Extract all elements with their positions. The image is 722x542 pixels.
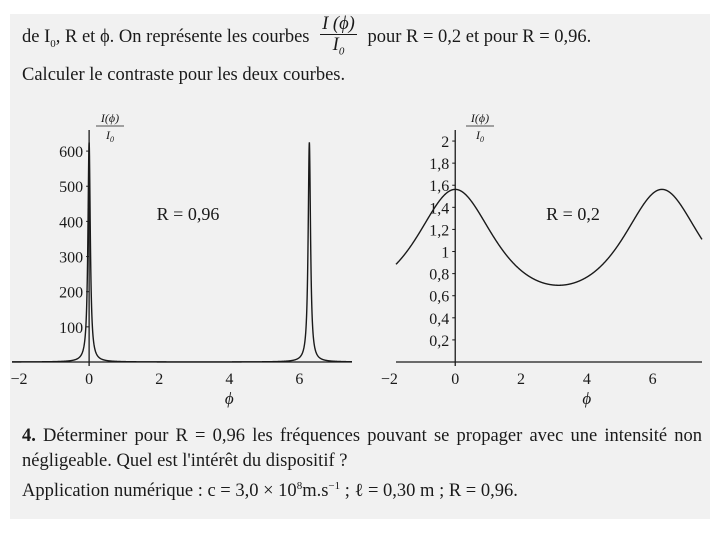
left-y-label-num: I(ϕ) [100,111,120,125]
left-x-tick-label: 2 [155,371,164,388]
right-y-label-num: I(ϕ) [470,111,490,125]
intro-line-2: Calculer le contraste pour les deux courbes. [22,64,346,85]
right-x-tick-label: 6 [648,371,657,388]
right-y-tick-label: 0,2 [429,332,450,350]
left-y-tick-label: 100 [59,319,84,337]
right-y-tick-label: 1,2 [429,222,450,240]
right-x-tick-label: 2 [517,371,526,388]
left-x-axis-label: ϕ [224,389,234,408]
left-y-tick-label: 600 [59,144,84,162]
right-y-tick-label: 0,6 [429,288,450,306]
left-y-tick-label: 400 [59,214,84,232]
left-y-label-den: $I_0$ [106,128,114,144]
right-y-tick-label: 1 [441,244,450,262]
right-y-tick-label: 1,6 [429,178,450,196]
chart-r02 [370,100,715,420]
left-x-tick-label: 0 [85,371,94,388]
question-4 [22,424,702,504]
right-y-label-den: $I_0$ [476,128,484,144]
intro-line-1: de $I_0$, R et ϕ. On représente les courbes $\frac{I (\phi)}{I_0}$ pour R = 0,2 et pour R = 0,96. [22,14,702,62]
right-y-axis-label [466,111,494,144]
right-y-tick-label: 0,4 [429,310,450,328]
left-x-tick-label: 4 [225,371,234,388]
intensity-fraction: $\frac{I (\phi)}{I_0}$ [322,14,355,58]
left-y-tick-label: 200 [59,284,84,302]
left-y-tick-label: 300 [59,249,84,267]
question-text: 4. Déterminer pour R = 0,96 les fréquences pouvant se propager avec une intensité non négligeable. Quel est l'intérêt du dispositif ? [22,426,702,471]
right-x-tick-label: 0 [451,371,460,388]
intro-text [22,14,702,88]
right-x-tick-label: 4 [582,371,591,388]
left-annotation: R = 0,96 [156,204,220,224]
right-y-tick-label: 2 [441,134,450,152]
right-y-tick-label: 0,8 [429,266,450,284]
right-annotation: R = 0,2 [546,204,600,224]
numerical-application: Application numérique : $c = 3,0 \times 10^8m.s^{-1}$ ; ℓ = 0,30 m ; R = 0,96. [22,480,518,502]
left-x-tick-label: 6 [295,371,304,388]
left-y-axis-label [96,111,124,144]
chart-r096 [0,100,360,420]
left-y-tick-label: 500 [59,179,84,197]
right-y-tick-label: 1,4 [429,200,450,218]
right-x-axis-label: ϕ [582,389,592,408]
right-x-tick-label: −2 [380,371,398,388]
left-x-tick-label: −2 [10,371,28,388]
right-y-tick-label: 1,8 [429,156,450,174]
